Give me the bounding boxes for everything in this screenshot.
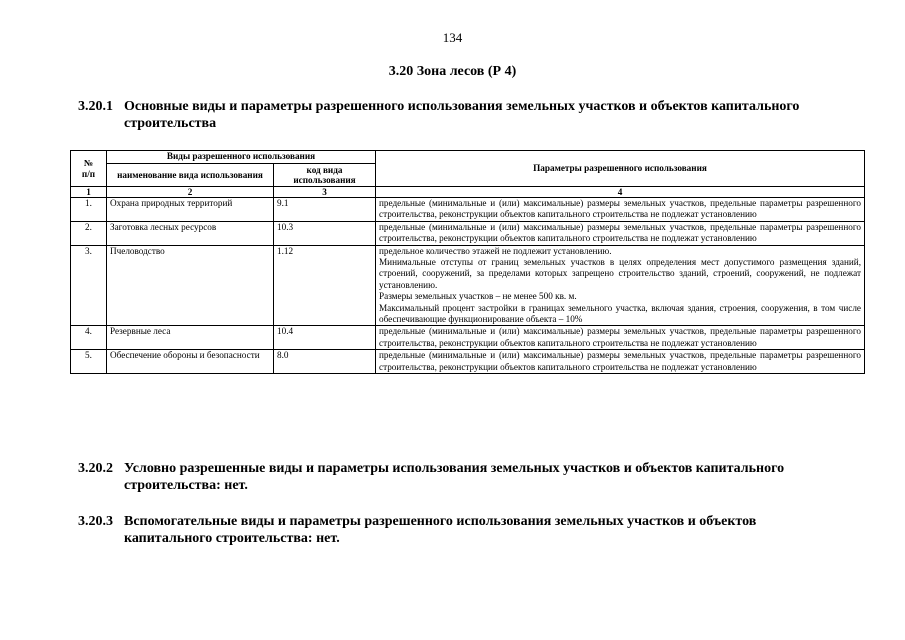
table-row [71, 245, 865, 326]
param-text: предельные (минимальные и (или) максимальные) размеры земельных участков, предельные параметры разрешенного строительства, реконструкции объектов капитального строительства не подлежат установлению [379, 350, 861, 372]
section-text-line1: Условно разрешенные виды и параметры использования земельных участков и объектов капитального [124, 461, 785, 476]
section-text-line2: строительства: нет. [124, 478, 248, 493]
row-name: Резервные леса [107, 326, 274, 350]
row-num: 4. [71, 326, 107, 350]
row-num: 2. [71, 221, 107, 245]
column-number: 3 [274, 187, 376, 198]
section-number: 3.20.1 [78, 99, 113, 114]
table-row [71, 221, 865, 245]
row-num: 3. [71, 245, 107, 326]
page-number: 134 [442, 30, 463, 45]
section-heading-3-20-2 [78, 460, 860, 494]
section-heading-3-20-3 [78, 513, 860, 547]
section-text-line1: Основные виды и параметры разрешенного использования земельных участков и объектов капитального [124, 99, 800, 114]
row-code: 1.12 [274, 245, 376, 326]
param-text: предельные (минимальные и (или) максимальные) размеры земельных участков, предельные параметры разрешенного строительства, реконструкции объектов капитального строительства не подлежат установлению [379, 198, 861, 220]
row-code: 8.0 [274, 350, 376, 374]
header-name: наименование вида использования [107, 164, 274, 187]
row-params [376, 221, 865, 245]
row-params [376, 245, 865, 326]
header-types-group: Виды разрешенного использования [107, 151, 376, 164]
column-number: 2 [107, 187, 274, 198]
table-row [71, 198, 865, 222]
section-text-line2: капитального строительства: нет. [124, 531, 340, 546]
section-number: 3.20.3 [78, 514, 113, 529]
row-code: 10.3 [274, 221, 376, 245]
param-text: Минимальные отступы от границ земельных участков в целях определения мест допустимого размещения зданий, строений, сооружений, за пределами которых запрещено строительство зданий, строений, сооружений, не подлежат установлению. [379, 257, 861, 290]
param-text: предельные (минимальные и (или) максимальные) размеры земельных участков, предельные параметры разрешенного строительства, реконструкции объектов капитального строительства не подлежат установлению [379, 326, 861, 348]
param-text: Размеры земельных участков – не менее 500 кв. м. [379, 291, 577, 302]
param-text: предельные (минимальные и (или) максимальные) размеры земельных участков, предельные параметры разрешенного строительства, реконструкции объектов капитального строительства не подлежат установлению [379, 221, 861, 244]
row-params [376, 326, 865, 350]
row-code: 10.4 [274, 326, 376, 350]
zone-title: 3.20 Зона лесов (Р 4) [388, 64, 517, 79]
row-name: Обеспечение обороны и безопасности [107, 350, 274, 374]
table-row [71, 350, 865, 374]
section-text-line2: строительства [124, 116, 217, 131]
param-text: предельное количество этажей не подлежит установлению. [379, 245, 612, 256]
section-heading-3-20-1 [78, 98, 860, 132]
column-number: 1 [71, 187, 107, 198]
table-row [71, 326, 865, 350]
parameters-table [70, 150, 865, 374]
header-num: № п/п [71, 151, 107, 187]
row-code: 9.1 [274, 198, 376, 222]
row-num: 5. [71, 350, 107, 374]
row-params [376, 198, 865, 222]
column-number: 4 [376, 187, 865, 198]
section-text-line1: Вспомогательные виды и параметры разрешенного использования земельных участков и объектов [124, 514, 757, 529]
row-params [376, 350, 865, 374]
row-name: Пчеловодство [107, 245, 274, 326]
header-code: код вида использования [274, 164, 376, 187]
row-name: Заготовка лесных ресурсов [107, 221, 274, 245]
row-name: Охрана природных территорий [107, 198, 274, 222]
param-text: Максимальный процент застройки в границах земельного участка, включая здания, строения, сооружения, в том числе обеспечивающие функционирование объекта – 10% [379, 302, 861, 325]
row-num: 1. [71, 198, 107, 222]
section-number: 3.20.2 [78, 461, 113, 476]
header-params: Параметры разрешенного использования [376, 151, 865, 187]
